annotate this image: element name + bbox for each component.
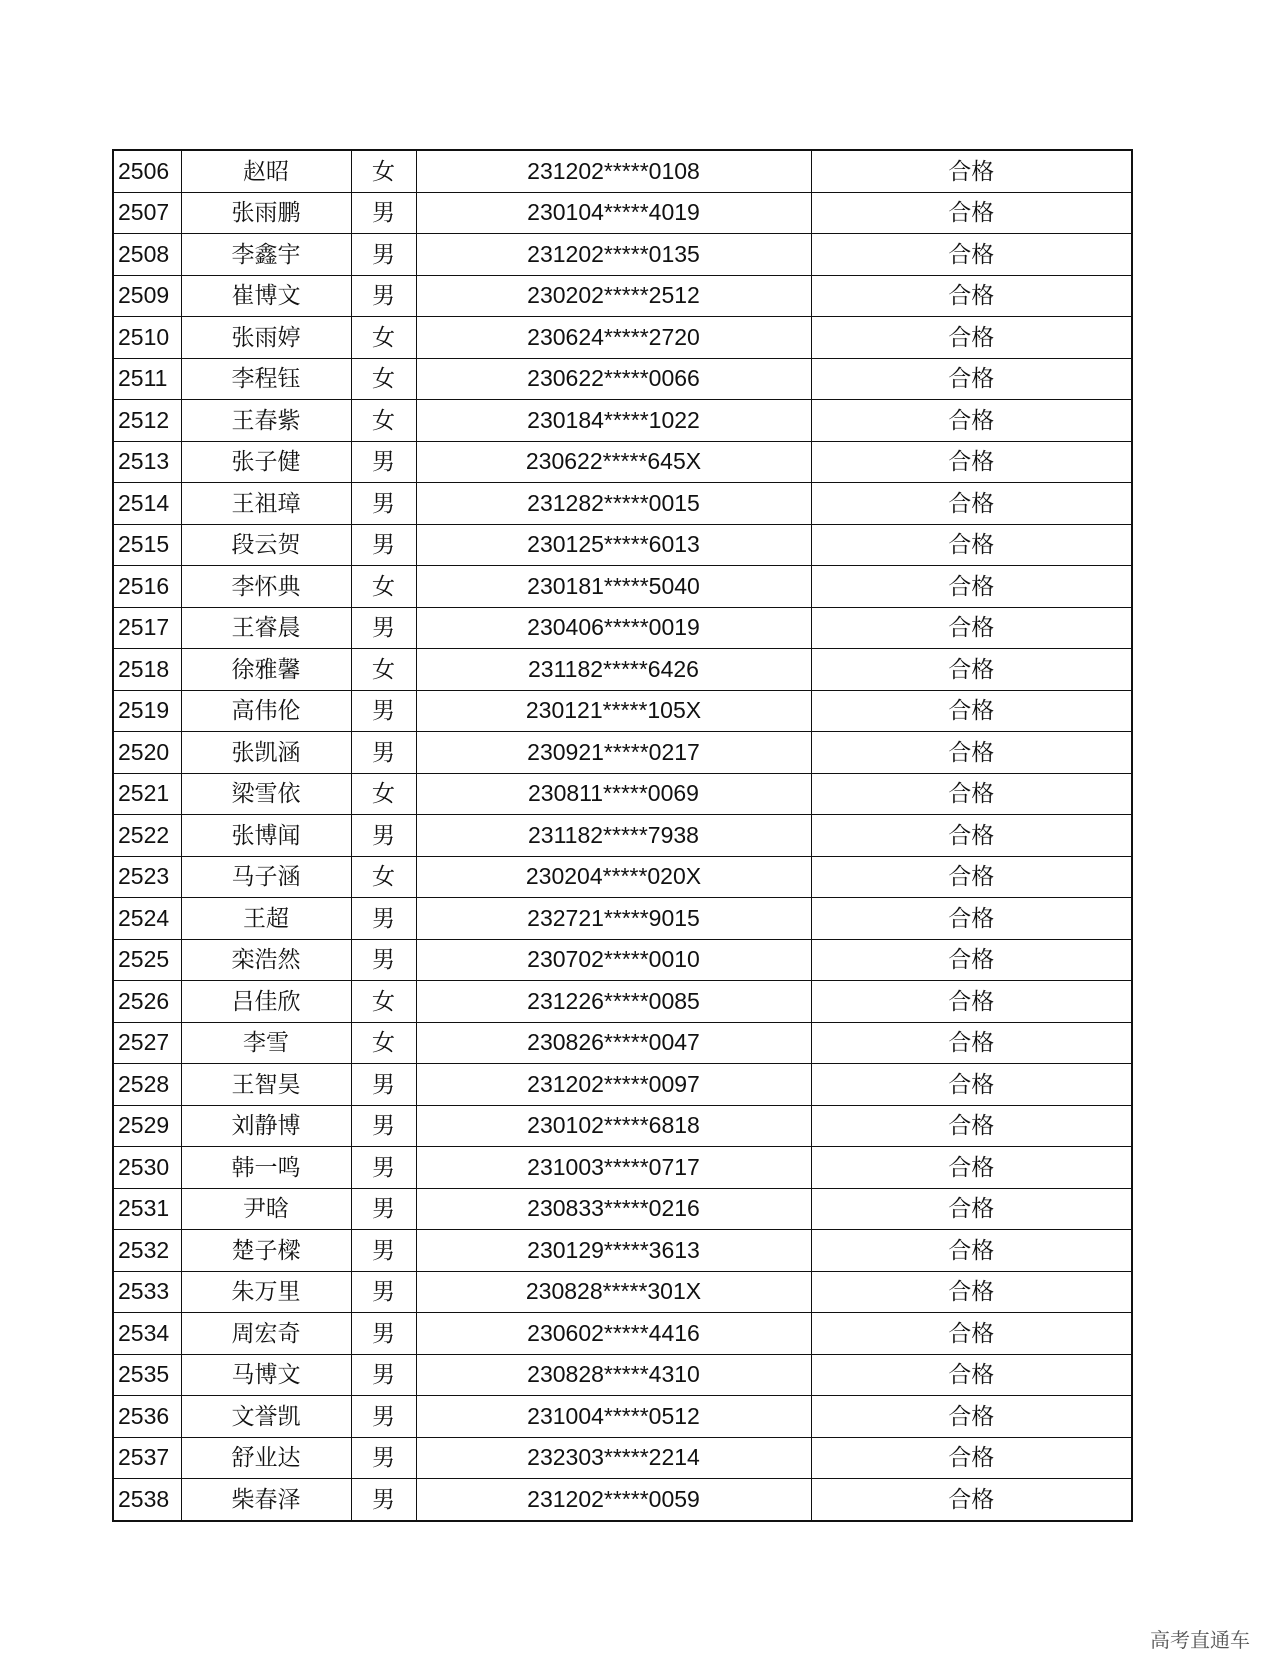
cell-result: 合格 xyxy=(811,1354,1132,1396)
cell-id-number: 230104*****4019 xyxy=(416,192,811,234)
cell-number: 2529 xyxy=(113,1105,181,1147)
cell-name: 高伟伦 xyxy=(181,690,351,732)
table-row xyxy=(113,317,1132,359)
cell-result: 合格 xyxy=(811,1188,1132,1230)
table-row xyxy=(113,1437,1132,1479)
table-row xyxy=(113,1313,1132,1355)
table-row xyxy=(113,441,1132,483)
cell-id-number: 232303*****2214 xyxy=(416,1437,811,1479)
cell-id-number: 230129*****3613 xyxy=(416,1230,811,1272)
cell-name: 王睿晨 xyxy=(181,607,351,649)
table-row xyxy=(113,773,1132,815)
cell-gender: 男 xyxy=(351,1230,416,1272)
cell-name: 段云贺 xyxy=(181,524,351,566)
cell-gender: 男 xyxy=(351,192,416,234)
cell-number: 2516 xyxy=(113,566,181,608)
cell-gender: 男 xyxy=(351,607,416,649)
cell-id-number: 230622*****0066 xyxy=(416,358,811,400)
cell-id-number: 230121*****105X xyxy=(416,690,811,732)
cell-number: 2519 xyxy=(113,690,181,732)
cell-result: 合格 xyxy=(811,483,1132,525)
cell-id-number: 230125*****6013 xyxy=(416,524,811,566)
cell-id-number: 230622*****645X xyxy=(416,441,811,483)
table-row xyxy=(113,1064,1132,1106)
cell-result: 合格 xyxy=(811,773,1132,815)
cell-gender: 男 xyxy=(351,732,416,774)
cell-number: 2517 xyxy=(113,607,181,649)
table-row xyxy=(113,898,1132,940)
cell-id-number: 231202*****0108 xyxy=(416,150,811,192)
cell-gender: 女 xyxy=(351,981,416,1023)
cell-name: 王祖璋 xyxy=(181,483,351,525)
cell-result: 合格 xyxy=(811,1147,1132,1189)
table-row xyxy=(113,483,1132,525)
cell-result: 合格 xyxy=(811,649,1132,691)
cell-gender: 男 xyxy=(351,1105,416,1147)
cell-name: 徐雅馨 xyxy=(181,649,351,691)
cell-gender: 男 xyxy=(351,275,416,317)
cell-number: 2532 xyxy=(113,1230,181,1272)
cell-result: 合格 xyxy=(811,607,1132,649)
table-row xyxy=(113,1147,1132,1189)
cell-id-number: 230184*****1022 xyxy=(416,400,811,442)
cell-result: 合格 xyxy=(811,1271,1132,1313)
cell-number: 2509 xyxy=(113,275,181,317)
cell-number: 2527 xyxy=(113,1022,181,1064)
table-row xyxy=(113,275,1132,317)
cell-result: 合格 xyxy=(811,1313,1132,1355)
cell-name: 王超 xyxy=(181,898,351,940)
cell-result: 合格 xyxy=(811,400,1132,442)
cell-gender: 女 xyxy=(351,566,416,608)
cell-result: 合格 xyxy=(811,275,1132,317)
cell-id-number: 230702*****0010 xyxy=(416,939,811,981)
cell-gender: 男 xyxy=(351,1271,416,1313)
cell-number: 2514 xyxy=(113,483,181,525)
cell-name: 崔博文 xyxy=(181,275,351,317)
cell-result: 合格 xyxy=(811,150,1132,192)
cell-id-number: 231182*****6426 xyxy=(416,649,811,691)
cell-result: 合格 xyxy=(811,192,1132,234)
cell-id-number: 230921*****0217 xyxy=(416,732,811,774)
cell-number: 2531 xyxy=(113,1188,181,1230)
cell-gender: 男 xyxy=(351,1437,416,1479)
table-row xyxy=(113,815,1132,857)
table-row xyxy=(113,649,1132,691)
cell-result: 合格 xyxy=(811,856,1132,898)
cell-result: 合格 xyxy=(811,524,1132,566)
cell-number: 2526 xyxy=(113,981,181,1023)
cell-gender: 女 xyxy=(351,856,416,898)
cell-gender: 男 xyxy=(351,1147,416,1189)
cell-gender: 女 xyxy=(351,150,416,192)
cell-number: 2528 xyxy=(113,1064,181,1106)
cell-name: 张博闻 xyxy=(181,815,351,857)
cell-name: 尹晗 xyxy=(181,1188,351,1230)
cell-gender: 男 xyxy=(351,815,416,857)
cell-name: 马子涵 xyxy=(181,856,351,898)
cell-name: 韩一鸣 xyxy=(181,1147,351,1189)
cell-name: 李程钰 xyxy=(181,358,351,400)
cell-result: 合格 xyxy=(811,815,1132,857)
cell-id-number: 230181*****5040 xyxy=(416,566,811,608)
cell-name: 吕佳欣 xyxy=(181,981,351,1023)
cell-name: 王智昊 xyxy=(181,1064,351,1106)
cell-result: 合格 xyxy=(811,441,1132,483)
cell-result: 合格 xyxy=(811,1230,1132,1272)
cell-number: 2524 xyxy=(113,898,181,940)
cell-gender: 女 xyxy=(351,358,416,400)
cell-id-number: 231226*****0085 xyxy=(416,981,811,1023)
cell-name: 朱万里 xyxy=(181,1271,351,1313)
cell-gender: 男 xyxy=(351,1354,416,1396)
cell-result: 合格 xyxy=(811,981,1132,1023)
cell-name: 赵昭 xyxy=(181,150,351,192)
cell-id-number: 230204*****020X xyxy=(416,856,811,898)
table-row xyxy=(113,192,1132,234)
cell-result: 合格 xyxy=(811,234,1132,276)
table-row xyxy=(113,1230,1132,1272)
cell-gender: 女 xyxy=(351,1022,416,1064)
cell-number: 2513 xyxy=(113,441,181,483)
table-row xyxy=(113,1396,1132,1438)
cell-gender: 女 xyxy=(351,649,416,691)
cell-number: 2538 xyxy=(113,1479,181,1521)
roster-body xyxy=(113,150,1132,1521)
cell-number: 2508 xyxy=(113,234,181,276)
table-row xyxy=(113,690,1132,732)
cell-number: 2535 xyxy=(113,1354,181,1396)
cell-name: 张雨婷 xyxy=(181,317,351,359)
cell-gender: 男 xyxy=(351,483,416,525)
cell-name: 张凯涵 xyxy=(181,732,351,774)
cell-gender: 女 xyxy=(351,773,416,815)
cell-name: 张子健 xyxy=(181,441,351,483)
cell-id-number: 230828*****4310 xyxy=(416,1354,811,1396)
cell-result: 合格 xyxy=(811,1022,1132,1064)
table-row xyxy=(113,939,1132,981)
table-row xyxy=(113,1271,1132,1313)
cell-gender: 男 xyxy=(351,1188,416,1230)
table-row xyxy=(113,1022,1132,1064)
cell-result: 合格 xyxy=(811,358,1132,400)
cell-gender: 男 xyxy=(351,1396,416,1438)
cell-name: 栾浩然 xyxy=(181,939,351,981)
cell-id-number: 230833*****0216 xyxy=(416,1188,811,1230)
cell-number: 2518 xyxy=(113,649,181,691)
cell-number: 2537 xyxy=(113,1437,181,1479)
table-row xyxy=(113,234,1132,276)
table-row xyxy=(113,400,1132,442)
cell-gender: 男 xyxy=(351,1479,416,1521)
cell-id-number: 231004*****0512 xyxy=(416,1396,811,1438)
cell-id-number: 230406*****0019 xyxy=(416,607,811,649)
cell-result: 合格 xyxy=(811,1437,1132,1479)
cell-number: 2530 xyxy=(113,1147,181,1189)
cell-name: 文誉凯 xyxy=(181,1396,351,1438)
cell-number: 2507 xyxy=(113,192,181,234)
cell-result: 合格 xyxy=(811,1479,1132,1521)
cell-result: 合格 xyxy=(811,317,1132,359)
cell-id-number: 230102*****6818 xyxy=(416,1105,811,1147)
cell-gender: 男 xyxy=(351,524,416,566)
cell-result: 合格 xyxy=(811,1396,1132,1438)
table-row xyxy=(113,1105,1132,1147)
cell-name: 刘静博 xyxy=(181,1105,351,1147)
cell-number: 2534 xyxy=(113,1313,181,1355)
cell-name: 王春紫 xyxy=(181,400,351,442)
cell-gender: 男 xyxy=(351,690,416,732)
cell-name: 梁雪依 xyxy=(181,773,351,815)
watermark-text: 高考直通车 xyxy=(1150,1628,1250,1652)
cell-name: 舒业达 xyxy=(181,1437,351,1479)
table-row xyxy=(113,981,1132,1023)
cell-gender: 男 xyxy=(351,1313,416,1355)
cell-result: 合格 xyxy=(811,566,1132,608)
cell-number: 2515 xyxy=(113,524,181,566)
cell-gender: 男 xyxy=(351,441,416,483)
cell-number: 2523 xyxy=(113,856,181,898)
cell-id-number: 230624*****2720 xyxy=(416,317,811,359)
cell-id-number: 231202*****0059 xyxy=(416,1479,811,1521)
cell-id-number: 230828*****301X xyxy=(416,1271,811,1313)
cell-id-number: 230811*****0069 xyxy=(416,773,811,815)
table-row xyxy=(113,1188,1132,1230)
cell-id-number: 231182*****7938 xyxy=(416,815,811,857)
cell-number: 2533 xyxy=(113,1271,181,1313)
cell-result: 合格 xyxy=(811,690,1132,732)
cell-name: 周宏奇 xyxy=(181,1313,351,1355)
cell-name: 张雨鹏 xyxy=(181,192,351,234)
cell-gender: 女 xyxy=(351,400,416,442)
cell-number: 2512 xyxy=(113,400,181,442)
table-row xyxy=(113,358,1132,400)
cell-gender: 男 xyxy=(351,1064,416,1106)
cell-name: 马博文 xyxy=(181,1354,351,1396)
table-row xyxy=(113,607,1132,649)
cell-result: 合格 xyxy=(811,1064,1132,1106)
cell-gender: 男 xyxy=(351,939,416,981)
cell-id-number: 232721*****9015 xyxy=(416,898,811,940)
cell-id-number: 231202*****0097 xyxy=(416,1064,811,1106)
cell-id-number: 230602*****4416 xyxy=(416,1313,811,1355)
table-row xyxy=(113,1354,1132,1396)
cell-result: 合格 xyxy=(811,939,1132,981)
cell-number: 2525 xyxy=(113,939,181,981)
cell-id-number: 231202*****0135 xyxy=(416,234,811,276)
cell-number: 2510 xyxy=(113,317,181,359)
cell-name: 李怀典 xyxy=(181,566,351,608)
cell-number: 2521 xyxy=(113,773,181,815)
table-row xyxy=(113,524,1132,566)
table-row xyxy=(113,1479,1132,1521)
cell-number: 2522 xyxy=(113,815,181,857)
cell-name: 柴春泽 xyxy=(181,1479,351,1521)
table-row xyxy=(113,856,1132,898)
cell-id-number: 230826*****0047 xyxy=(416,1022,811,1064)
cell-name: 李鑫宇 xyxy=(181,234,351,276)
cell-result: 合格 xyxy=(811,1105,1132,1147)
table-row xyxy=(113,732,1132,774)
cell-name: 李雪 xyxy=(181,1022,351,1064)
cell-id-number: 231282*****0015 xyxy=(416,483,811,525)
cell-id-number: 230202*****2512 xyxy=(416,275,811,317)
cell-gender: 女 xyxy=(351,317,416,359)
table-row xyxy=(113,566,1132,608)
cell-number: 2506 xyxy=(113,150,181,192)
cell-result: 合格 xyxy=(811,898,1132,940)
cell-id-number: 231003*****0717 xyxy=(416,1147,811,1189)
cell-name: 楚子樑 xyxy=(181,1230,351,1272)
cell-gender: 男 xyxy=(351,898,416,940)
roster-table xyxy=(112,149,1133,1522)
cell-number: 2536 xyxy=(113,1396,181,1438)
table-row xyxy=(113,150,1132,192)
cell-number: 2511 xyxy=(113,358,181,400)
cell-result: 合格 xyxy=(811,732,1132,774)
cell-number: 2520 xyxy=(113,732,181,774)
cell-gender: 男 xyxy=(351,234,416,276)
